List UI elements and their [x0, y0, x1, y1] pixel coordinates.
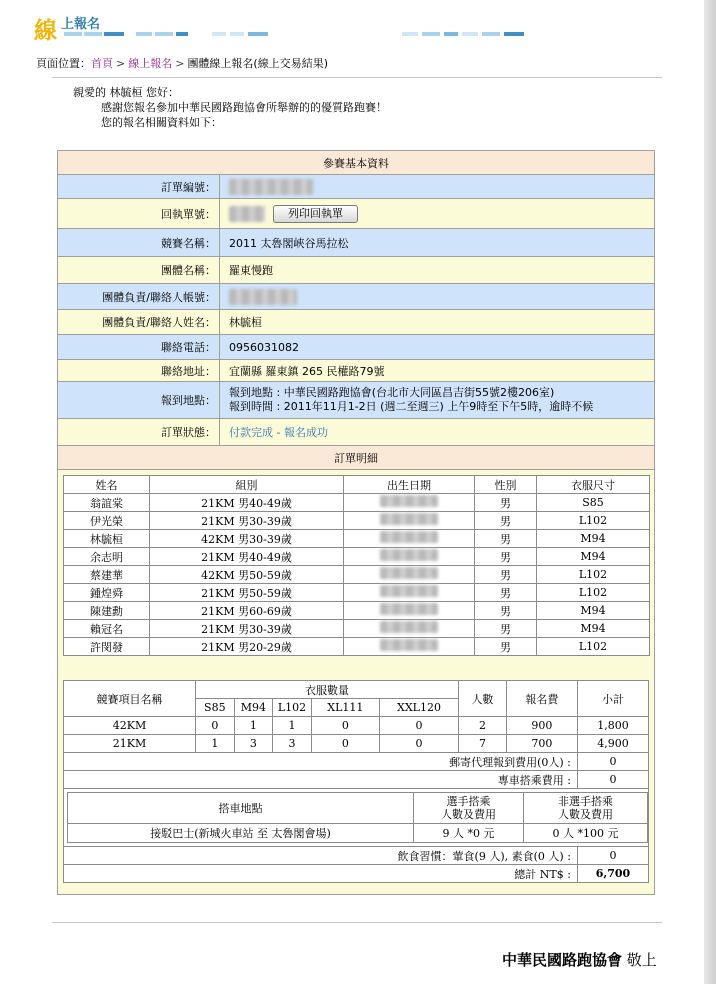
participant-gender: 男: [475, 512, 537, 530]
summary-count: 2: [459, 717, 507, 735]
order-status-value: 付款完成 - 報名成功: [229, 426, 328, 439]
participant-group: 21KM 男30-39歲: [150, 512, 344, 530]
size-header: XL111: [311, 699, 379, 717]
size-header: L102: [273, 699, 312, 717]
contact-account-label: 團體負責/聯絡人帳號：: [58, 284, 220, 309]
col-header-size: 衣服尺寸: [537, 476, 650, 494]
participant-row: [64, 512, 650, 530]
order-number-redacted: [229, 179, 313, 195]
basic-info-title: 參賽基本資料: [323, 156, 389, 170]
contact-name-label: 團體負責/聯絡人姓名：: [58, 310, 220, 334]
summary-item: 21KM: [64, 735, 196, 753]
mail-fee-row: [64, 753, 649, 771]
participant-size: M94: [537, 548, 650, 566]
team-name-label: 團體名稱：: [58, 257, 220, 283]
participant-birthdate: [344, 530, 475, 548]
summary-header-count: 人數: [459, 681, 507, 717]
total-row: [64, 865, 649, 883]
team-name-row: [58, 257, 654, 284]
size-qty: 3: [273, 735, 312, 753]
participant-size: L102: [537, 512, 650, 530]
bus-header-runner: [414, 793, 524, 824]
basic-info-title-row: [58, 151, 654, 175]
participant-row: [64, 620, 650, 638]
header-decor-bar: [230, 32, 244, 36]
participant-group: 42KM 男50-59歲: [150, 566, 344, 584]
bus-header-runner-line: 人數及費用: [441, 808, 496, 821]
summary-fee: 700: [506, 735, 577, 753]
header-decor-bar: [462, 32, 478, 36]
bus-nonrunner-fee: 0 人 *100 元: [524, 824, 648, 843]
print-receipt-button[interactable]: 列印回執單: [273, 205, 358, 223]
participants-header-row: [64, 476, 650, 494]
bus-detail-row: [64, 789, 649, 847]
size-header: S85: [196, 699, 235, 717]
size-qty: 1: [234, 717, 273, 735]
greeting-line: 感謝您報名參加中華民國路跑協會所舉辦的的優質路跑賽！: [101, 101, 387, 114]
mail-fee-label: 郵寄代理報到費用(0人) :: [64, 753, 578, 771]
page-header: [34, 10, 534, 44]
bus-fee-row: [64, 771, 649, 789]
contact-account-redacted: [229, 289, 297, 305]
col-header-name: 姓名: [64, 476, 150, 494]
participant-birthdate: [344, 566, 475, 584]
participant-row: [64, 566, 650, 584]
bus-place: 接駁巴士(新城火車站 至 太魯閣會場): [68, 824, 414, 843]
race-name-label: 競賽名稱：: [58, 229, 220, 256]
col-header-birthdate: 出生日期: [344, 476, 475, 494]
header-decor-bar: [402, 32, 418, 36]
size-header: M94: [234, 699, 273, 717]
header-decor-bar: [64, 32, 82, 36]
size-qty: 0: [196, 717, 235, 735]
header-decor-bar: [84, 32, 102, 36]
participant-birthdate: [344, 620, 475, 638]
phone-row: [58, 335, 654, 360]
order-status-label: 訂單狀態：: [58, 419, 220, 445]
size-qty: 1: [196, 735, 235, 753]
order-detail-title: 訂單明細: [334, 451, 378, 465]
contact-account-row: [58, 284, 654, 310]
bus-header-nonrunner-line: 人數及費用: [558, 808, 613, 821]
participant-row: [64, 530, 650, 548]
diet-value: 0: [577, 847, 648, 865]
participant-size: S85: [537, 494, 650, 512]
diet-label: 飲食習慣：葷食(9 人), 素食(0 人) :: [64, 847, 578, 865]
breadcrumb-label: 頁面位置：: [36, 57, 91, 70]
mail-fee-value: 0: [577, 753, 648, 771]
breadcrumb-separator: >: [116, 57, 126, 70]
participant-name: 伊光榮: [64, 512, 150, 530]
signature-suffix: 敬上: [626, 951, 657, 969]
participant-name: 許閔發: [64, 638, 150, 656]
bus-table: [67, 792, 648, 843]
order-status-row: [58, 419, 654, 446]
participant-birthdate: [344, 494, 475, 512]
summary-row: [64, 735, 649, 753]
header-decor-bar: [444, 32, 458, 36]
receipt-number-label: 回執單號：: [58, 199, 220, 228]
participant-gender: 男: [475, 620, 537, 638]
receipt-number-redacted: [229, 206, 265, 222]
address-value: 宜蘭縣 羅東鎮 265 民權路79號: [229, 364, 385, 378]
header-decor-bar: [104, 32, 124, 36]
participant-size: L102: [537, 638, 650, 656]
bus-header-nonrunner: [524, 793, 648, 824]
address-row: [58, 360, 654, 382]
participant-size: M94: [537, 602, 650, 620]
size-qty: 0: [379, 717, 458, 735]
race-name-value: 2011 太魯閣峽谷馬拉松: [229, 236, 349, 250]
race-name-row: [58, 229, 654, 257]
contact-name-value: 林毓桓: [229, 316, 262, 329]
bus-data-row: [68, 824, 648, 843]
checkin-location: 報到地點 : 中華民國路跑協會(台北市大同區昌吉街55號2樓206室): [229, 386, 555, 399]
participant-name: 陳建勳: [64, 602, 150, 620]
greeting-line: 您的報名相關資料如下：: [101, 116, 222, 129]
participant-row: [64, 602, 650, 620]
header-decor-bar: [482, 32, 500, 36]
summary-header-clothes: 衣服數量: [196, 681, 459, 699]
participant-group: 21KM 男40-49歲: [150, 494, 344, 512]
checkin-time: 報到時間 : 2011年11月1-2日 (週二至週三) 上午9時至下午5時，逾時不候: [229, 400, 594, 413]
signature-org: 中華民國路跑協會: [502, 951, 623, 969]
participant-gender: 男: [475, 494, 537, 512]
participant-size: M94: [537, 530, 650, 548]
size-qty: 0: [379, 735, 458, 753]
participant-row: [64, 584, 650, 602]
breadcrumb-home-link[interactable]: 首頁: [91, 57, 113, 70]
summary-header-subtotal: 小計: [577, 681, 648, 717]
participant-group: 21KM 男30-39歲: [150, 620, 344, 638]
order-result-panel: [57, 150, 655, 895]
phone-value: 0956031082: [229, 340, 299, 354]
bus-header-runner-line: 選手搭乘: [446, 795, 491, 808]
bus-fee-value: 0: [577, 771, 648, 789]
participant-name: 余志明: [64, 548, 150, 566]
participant-birthdate: [344, 602, 475, 620]
participant-birthdate: [344, 584, 475, 602]
header-decor-bar: [176, 32, 188, 36]
header-decor-bar: [155, 32, 173, 36]
col-header-gender: 性別: [475, 476, 537, 494]
bus-header-nonrunner-line: 非選手搭乘: [558, 795, 613, 808]
header-decor-bar: [212, 32, 226, 36]
participant-size: L102: [537, 584, 650, 602]
bus-detail-cell: [64, 789, 649, 847]
order-number-label: 訂單編號：: [58, 175, 220, 198]
summary-item: 42KM: [64, 717, 196, 735]
col-header-group: 組別: [150, 476, 344, 494]
brand-title: 上報名: [61, 17, 101, 32]
participant-gender: 男: [475, 530, 537, 548]
summary-row: [64, 717, 649, 735]
greeting-line: 親愛的 林毓桓 您好：: [73, 86, 179, 99]
fee-summary-table: [63, 680, 649, 883]
participant-gender: 男: [475, 602, 537, 620]
window-scroll-edge: [704, 0, 716, 984]
participant-name: 賴冠名: [64, 620, 150, 638]
checkin-row: [58, 382, 654, 419]
phone-label: 聯絡電話：: [58, 335, 220, 359]
summary-header-row: [64, 681, 649, 699]
participant-row: [64, 638, 650, 656]
summary-subtotal: 4,900: [577, 735, 648, 753]
participant-row: [64, 494, 650, 512]
bus-header-place: 搭車地點: [68, 793, 414, 824]
participant-name: 林毓桓: [64, 530, 150, 548]
breadcrumb-section-link[interactable]: 線上報名: [128, 57, 173, 70]
participant-gender: 男: [475, 548, 537, 566]
header-decor-bar: [422, 32, 440, 36]
bus-runner-fee: 9 人 *0 元: [414, 824, 524, 843]
checkin-label: 報到地點：: [58, 382, 220, 418]
participant-group: 21KM 男20-29歲: [150, 638, 344, 656]
bus-header-row: [68, 793, 648, 824]
participant-group: 21KM 男50-59歲: [150, 584, 344, 602]
total-label: 總計 NT$ :: [64, 865, 578, 883]
order-detail-title-row: [58, 446, 654, 470]
participant-name: 蔡建華: [64, 566, 150, 584]
participant-group: 21KM 男60-69歲: [150, 602, 344, 620]
address-label: 聯絡地址：: [58, 360, 220, 381]
breadcrumb-current: 團體線上報名(線上交易結果): [187, 57, 329, 70]
receipt-number-row: [58, 199, 654, 229]
header-decor-bar: [504, 32, 524, 36]
breadcrumb-separator: >: [175, 57, 185, 70]
participant-name: 鍾煌舜: [64, 584, 150, 602]
signature: [502, 949, 657, 970]
summary-fee: 900: [506, 717, 577, 735]
size-qty: 3: [234, 735, 273, 753]
participant-size: L102: [537, 566, 650, 584]
participant-group: 21KM 男40-49歲: [150, 548, 344, 566]
size-header: XXL120: [379, 699, 458, 717]
bottom-divider: [52, 922, 662, 923]
summary-header-fee: 報名費: [506, 681, 577, 717]
bus-fee-label: 專車搭乘費用 :: [64, 771, 578, 789]
participant-birthdate: [344, 548, 475, 566]
breadcrumb: [36, 55, 328, 71]
participant-gender: 男: [475, 584, 537, 602]
size-qty: 1: [273, 717, 312, 735]
summary-header-item: 競賽項目名稱: [64, 681, 196, 717]
total-value: 6,700: [577, 865, 648, 883]
order-number-row: [58, 175, 654, 199]
header-decor-bar: [136, 32, 152, 36]
participant-row: [64, 548, 650, 566]
brand-character: 線: [34, 18, 57, 44]
participant-group: 42KM 男30-39歲: [150, 530, 344, 548]
participant-birthdate: [344, 512, 475, 530]
participants-table: [63, 475, 650, 656]
size-qty: 0: [311, 735, 379, 753]
participant-gender: 男: [475, 638, 537, 656]
summary-count: 7: [459, 735, 507, 753]
participant-birthdate: [344, 638, 475, 656]
size-qty: 0: [311, 717, 379, 735]
contact-name-row: [58, 310, 654, 335]
diet-row: [64, 847, 649, 865]
participant-size: M94: [537, 620, 650, 638]
participant-gender: 男: [475, 566, 537, 584]
header-decor-bar: [248, 32, 268, 36]
participant-name: 翁誼棠: [64, 494, 150, 512]
team-name-value: 羅東慢跑: [229, 264, 273, 277]
summary-subtotal: 1,800: [577, 717, 648, 735]
top-divider: [52, 77, 662, 78]
